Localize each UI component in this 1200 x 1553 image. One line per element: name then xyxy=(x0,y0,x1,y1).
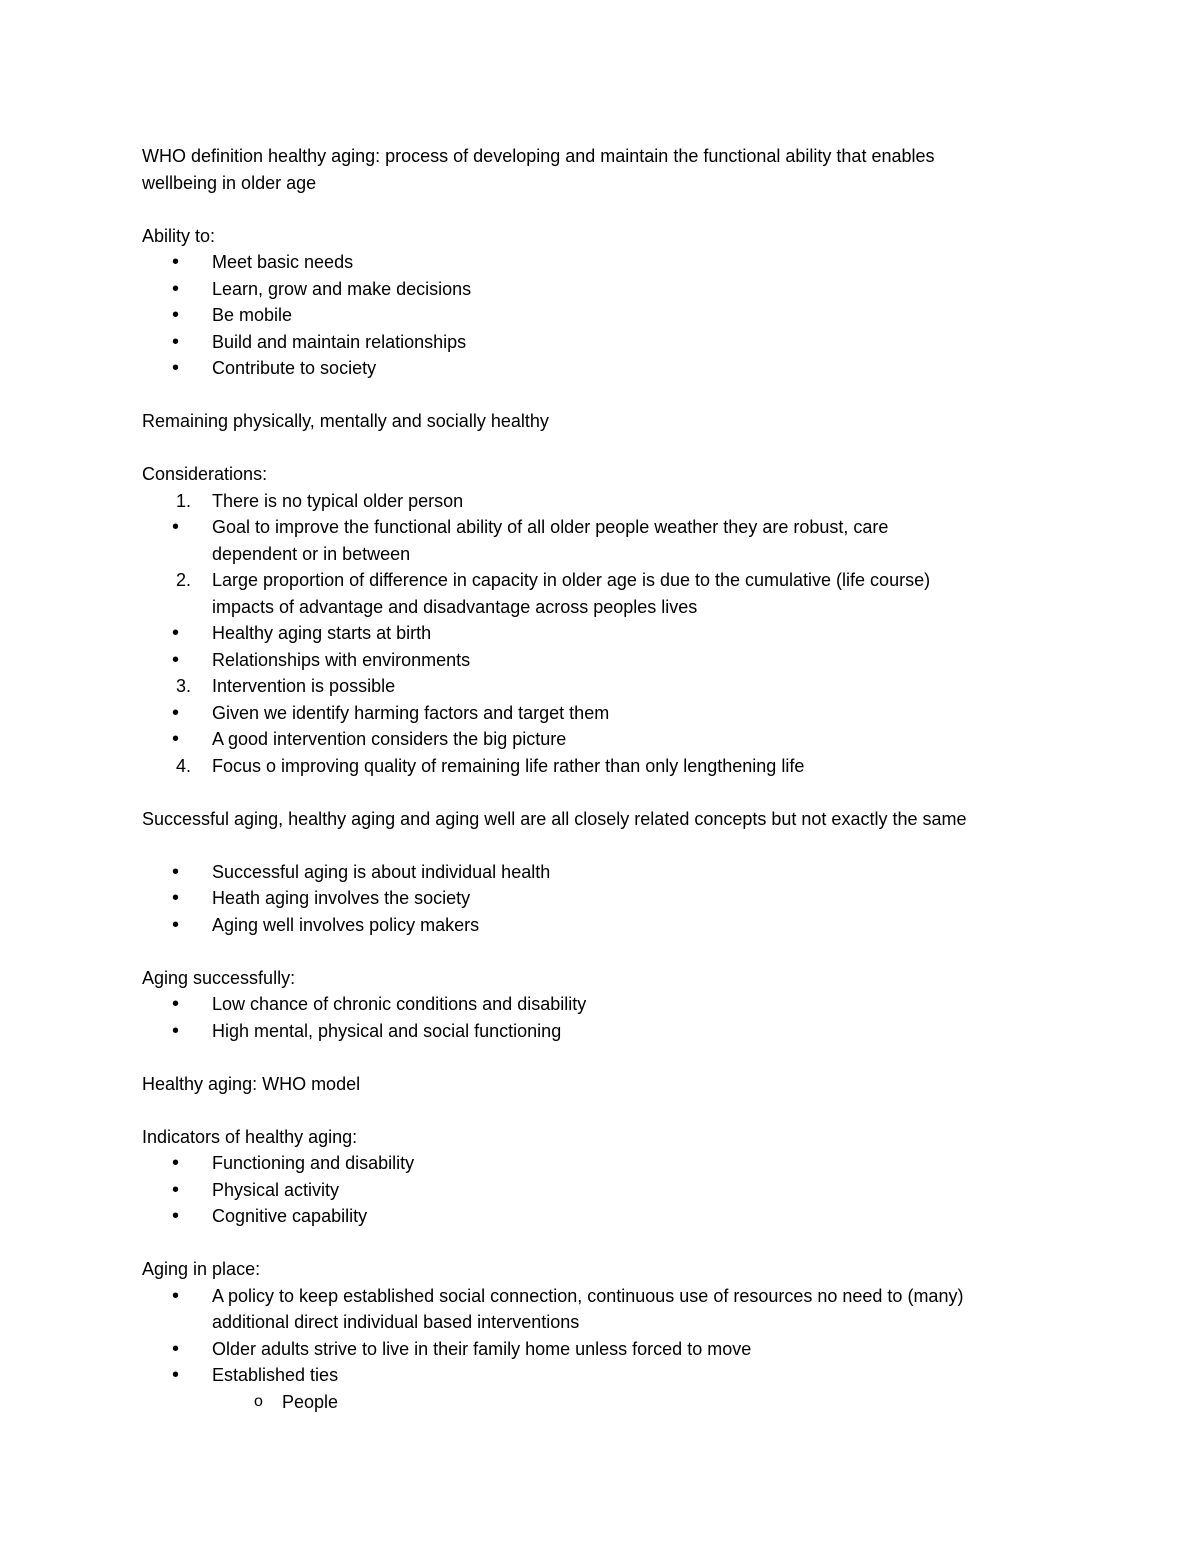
bullet-icon: • xyxy=(172,1364,180,1386)
paragraph-related-concepts: Successful aging, healthy aging and aging well are all closely related concepts but not exactly the same xyxy=(142,808,967,829)
bullet-icon: • xyxy=(172,330,180,353)
section-heading-aging-successfully: Aging successfully: xyxy=(142,967,296,988)
list-item: • Functioning and disability xyxy=(142,1150,1062,1177)
list-item: • Physical activity xyxy=(142,1177,1062,1204)
bullet-icon: • xyxy=(172,1152,180,1174)
section-heading-indicators: Indicators of healthy aging: xyxy=(142,1126,358,1147)
list-number: 4. xyxy=(176,755,192,776)
bullet-icon: • xyxy=(172,887,180,909)
bullet-icon: • xyxy=(172,1337,180,1360)
list-item: • Build and maintain relationships xyxy=(142,329,1062,356)
list-item: • Cognitive capability xyxy=(142,1203,1062,1230)
bullet-icon: • xyxy=(172,993,180,1015)
list-number: 1. xyxy=(176,490,192,511)
list-item: • Learn, grow and make decisions xyxy=(142,276,1062,303)
bullet-icon: • xyxy=(172,728,180,750)
bullet-icon: • xyxy=(172,1019,180,1042)
document-body xyxy=(142,143,1062,1415)
circle-bullet-icon: o xyxy=(254,1392,263,1410)
list-item: • Goal to improve the functional ability of all older people weather they are robust, care dependent or in between xyxy=(172,516,889,564)
list-item: • Relationships with environments xyxy=(142,647,1062,674)
list-item: 4. Focus o improving quality of remaining life rather than only lengthening life xyxy=(142,753,1062,780)
bullet-icon: • xyxy=(172,701,180,724)
list-item: • A policy to keep established social connection, continuous use of resources no need to (many) additional direct individual based interventions xyxy=(172,1284,964,1332)
list-item: • Given we identify harming factors and target them xyxy=(142,700,1062,727)
bullet-icon: • xyxy=(172,1178,180,1201)
list-item: • Older adults strive to live in their family home unless forced to move xyxy=(142,1336,1062,1363)
list-item: • High mental, physical and social functioning xyxy=(142,1018,1062,1045)
list-number: 2. xyxy=(176,570,192,590)
bullet-icon: • xyxy=(172,860,180,883)
list-item: 2. Large proportion of difference in capacity in older age is due to the cumulative (life course) impacts of advantage and disadvantage across peoples lives xyxy=(142,567,1062,620)
section-heading-considerations: Considerations: xyxy=(142,464,268,484)
list-item: • Be mobile xyxy=(142,302,1062,329)
bullet-icon: • xyxy=(172,277,180,300)
section-heading-aging-in-place: Aging in place: xyxy=(142,1259,261,1279)
bullet-icon: • xyxy=(172,622,180,644)
list-item: • Contribute to society xyxy=(142,355,1062,382)
bullet-icon: • xyxy=(172,1205,180,1227)
bullet-icon: • xyxy=(172,251,180,273)
definition-line-2: wellbeing in older age xyxy=(142,172,317,193)
paragraph-who-model: Healthy aging: WHO model xyxy=(142,1073,361,1094)
list-item: • Established ties xyxy=(142,1362,1062,1389)
paragraph-remaining-healthy: Remaining physically, mentally and socially healthy xyxy=(142,411,549,431)
list-number: 3. xyxy=(176,676,192,696)
list-item: 1. There is no typical older person xyxy=(142,488,1062,515)
bullet-icon: • xyxy=(172,357,180,379)
list-item: • Low chance of chronic conditions and disability xyxy=(142,991,1062,1018)
list-item: 3. Intervention is possible xyxy=(142,673,1062,700)
list-item: • Successful aging is about individual health xyxy=(142,859,1062,886)
bullet-icon: • xyxy=(172,1284,180,1307)
list-item: • A good intervention considers the big picture xyxy=(142,726,1062,753)
list-item: • Meet basic needs xyxy=(142,249,1062,276)
bullet-icon: • xyxy=(172,913,180,936)
list-item: • Aging well involves policy makers xyxy=(142,912,1062,939)
list-item: • Heath aging involves the society xyxy=(142,885,1062,912)
list-item: • Healthy aging starts at birth xyxy=(142,620,1062,647)
definition-line-1: WHO definition healthy aging: process of developing and maintain the functional ability that enables xyxy=(142,146,935,166)
bullet-icon: • xyxy=(172,304,180,326)
bullet-icon: • xyxy=(172,516,180,538)
bullet-icon: • xyxy=(172,648,180,671)
sub-list-item: o People xyxy=(142,1389,1062,1416)
section-heading-ability: Ability to: xyxy=(142,225,216,246)
